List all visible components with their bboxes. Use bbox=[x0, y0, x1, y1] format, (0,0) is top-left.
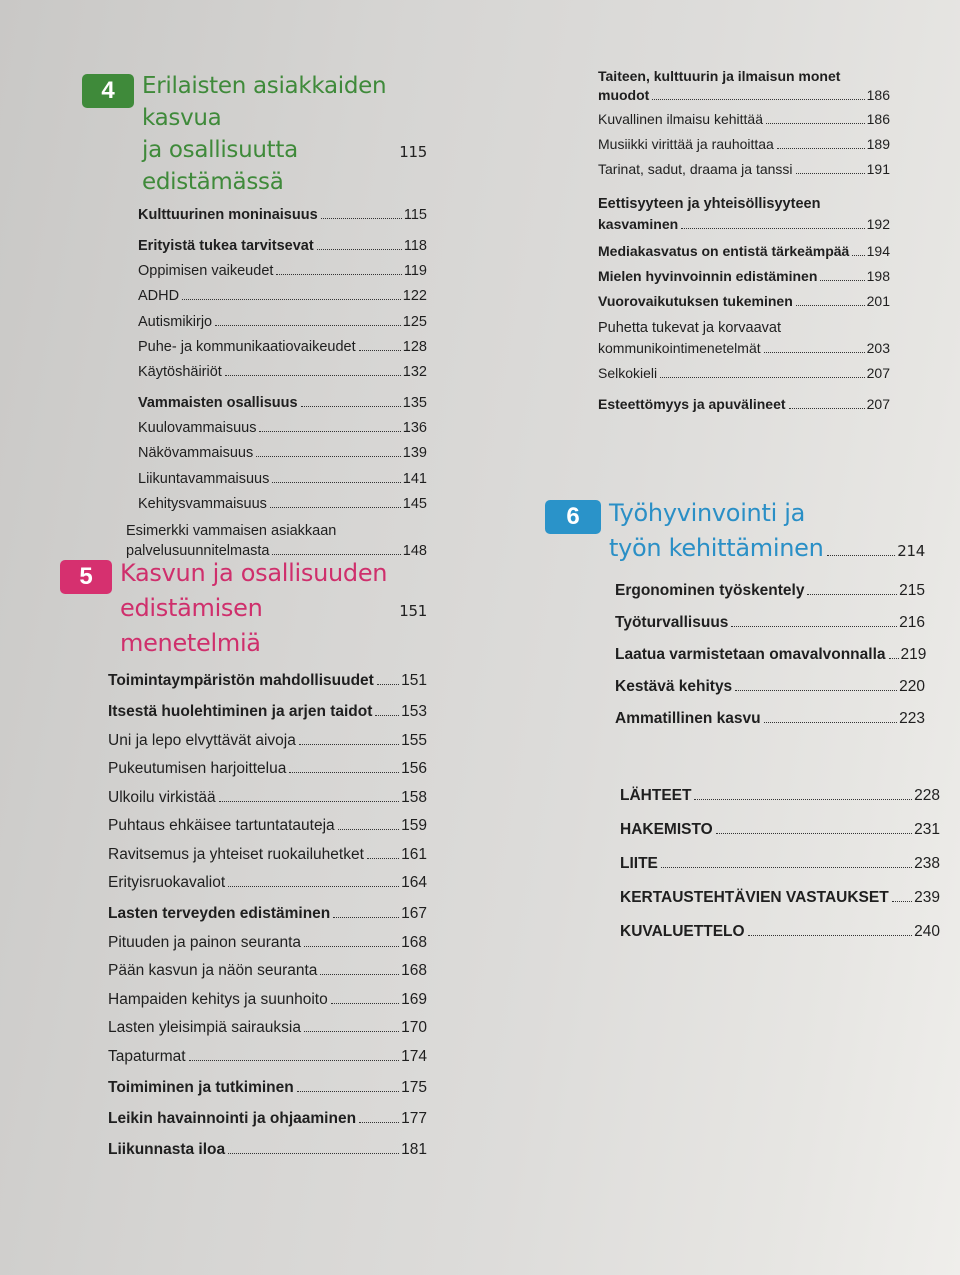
leader-dots bbox=[660, 377, 865, 378]
leader-dots bbox=[735, 690, 897, 691]
toc-list bbox=[60, 671, 427, 1159]
toc-entry-label: Lasten yleisimpiä sairauksia bbox=[108, 1019, 301, 1036]
toc-entry-label: Liikuntavammaisuus bbox=[138, 470, 270, 487]
leader-dots bbox=[228, 886, 399, 887]
toc-entry-label: HAKEMISTO bbox=[620, 821, 713, 838]
toc-entry[interactable] bbox=[138, 363, 427, 382]
leader-dots bbox=[359, 1122, 399, 1123]
page-number: 186 bbox=[866, 111, 890, 127]
leader-dots bbox=[661, 867, 912, 868]
toc-entry[interactable] bbox=[138, 338, 427, 357]
toc-entry-label: Eettisyyteen ja yhteisöllisyyteen bbox=[598, 196, 821, 212]
toc-entry[interactable] bbox=[598, 242, 890, 261]
chapter-number-badge: 6 bbox=[545, 500, 601, 534]
chapter-title[interactable] bbox=[142, 70, 427, 198]
page-number: 158 bbox=[401, 788, 427, 806]
chapter-title-line bbox=[142, 134, 427, 198]
toc-entry-label: Näkövammaisuus bbox=[138, 445, 254, 462]
toc-entry-label: Ulkoilu virkistää bbox=[108, 788, 216, 806]
page-number: 155 bbox=[401, 731, 427, 749]
page-number: 175 bbox=[401, 1078, 427, 1096]
toc-entry-label: Lasten terveyden edistäminen bbox=[108, 905, 331, 922]
leader-dots bbox=[276, 274, 401, 275]
leader-dots bbox=[338, 829, 399, 830]
toc-list bbox=[598, 364, 890, 414]
page-number: 216 bbox=[899, 614, 925, 631]
toc-entry-label: Esteettömyys ja apuvälineet bbox=[598, 396, 786, 412]
toc-entry[interactable] bbox=[615, 581, 925, 600]
page-number: 159 bbox=[401, 817, 427, 834]
page-number: 148 bbox=[402, 542, 427, 559]
toc-entry-label: Kuvallinen ilmaisu kehittää bbox=[598, 111, 763, 127]
leader-dots bbox=[219, 801, 399, 802]
page-number: 139 bbox=[402, 445, 427, 462]
toc-entry-label: Selkokieli bbox=[598, 365, 658, 381]
leader-dots bbox=[259, 431, 400, 432]
toc-entry-label: kasvaminen bbox=[598, 216, 679, 232]
page-number: 194 bbox=[866, 243, 890, 259]
page-number: 214 bbox=[897, 542, 925, 560]
page-number: 239 bbox=[914, 889, 940, 906]
toc-entry[interactable] bbox=[82, 520, 427, 561]
toc-entry[interactable] bbox=[615, 709, 925, 728]
page-number: 240 bbox=[914, 923, 940, 940]
page-number: 164 bbox=[401, 874, 427, 891]
chapter-title-text: ja osallisuutta edistämässä bbox=[142, 137, 298, 195]
leader-dots bbox=[304, 946, 399, 947]
toc-entry-label: Musiikki virittää ja rauhoittaa bbox=[598, 136, 774, 152]
page-number: 145 bbox=[402, 495, 427, 512]
toc-entry-label: Työturvallisuus bbox=[615, 614, 729, 631]
page-number: 115 bbox=[403, 207, 427, 223]
toc-entry-label: Laatua varmistetaan omavalvonnalla bbox=[615, 646, 886, 663]
toc-entry-label: Oppimisen vaikeudet bbox=[138, 263, 274, 280]
left-column bbox=[79, 70, 427, 1158]
leader-dots bbox=[367, 858, 399, 859]
chapter-5 bbox=[60, 556, 427, 1168]
page-number: 231 bbox=[914, 821, 940, 838]
toc-entry-label: Itsestä huolehtiminen ja arjen taidot bbox=[108, 703, 373, 720]
leader-dots bbox=[270, 507, 401, 508]
page-number: 125 bbox=[402, 313, 427, 330]
toc-list bbox=[545, 581, 925, 728]
leader-dots bbox=[807, 594, 897, 595]
toc-entry-label: Puhe- ja kommunikaatiovaikeudet bbox=[138, 338, 356, 355]
chapter-title-line: Kasvun ja osallisuuden bbox=[120, 559, 388, 587]
page-number: 151 bbox=[401, 672, 427, 689]
toc-entry[interactable] bbox=[615, 677, 925, 696]
toc-list bbox=[598, 242, 890, 311]
toc-entry[interactable] bbox=[108, 933, 427, 952]
leader-dots bbox=[215, 325, 401, 326]
toc-entry[interactable] bbox=[108, 1078, 427, 1097]
toc-entry-label: Ergonominen työskentely bbox=[615, 582, 805, 599]
page-number: 170 bbox=[401, 1019, 427, 1036]
toc-entry[interactable] bbox=[108, 1018, 427, 1037]
chapter-number-badge: 5 bbox=[60, 560, 112, 594]
page-number: 223 bbox=[899, 710, 925, 727]
toc-entry-label: Vuorovaikutuksen tukeminen bbox=[598, 293, 793, 309]
page-number: 191 bbox=[866, 161, 890, 177]
page-number: 207 bbox=[866, 365, 890, 381]
leader-dots bbox=[731, 626, 897, 627]
page-number: 122 bbox=[402, 288, 427, 305]
chapter-4-heading bbox=[82, 70, 427, 198]
page-number: 115 bbox=[399, 143, 427, 161]
page-number: 119 bbox=[403, 263, 427, 280]
toc-entry[interactable] bbox=[598, 292, 890, 311]
page-number: 189 bbox=[866, 136, 890, 152]
toc-entry[interactable] bbox=[138, 495, 427, 514]
leader-dots bbox=[764, 352, 865, 353]
leader-dots bbox=[716, 833, 912, 834]
back-matter bbox=[620, 786, 940, 956]
leader-dots bbox=[304, 1031, 399, 1032]
chapter-title-line bbox=[120, 591, 427, 661]
toc-entry[interactable] bbox=[108, 873, 427, 892]
toc-entry-label: Erityistä tukea tarvitsevat bbox=[138, 238, 314, 254]
page-number: 201 bbox=[866, 293, 890, 309]
page-number: 136 bbox=[402, 420, 427, 437]
toc-entry[interactable] bbox=[598, 267, 890, 286]
leader-dots bbox=[681, 228, 864, 229]
page-number: 181 bbox=[401, 1140, 427, 1158]
leader-dots bbox=[892, 901, 912, 902]
toc-entry-label: palvelusuunnitelmasta bbox=[126, 542, 270, 559]
page-number: 220 bbox=[899, 678, 925, 695]
page-number: 203 bbox=[866, 340, 890, 356]
leader-dots bbox=[852, 255, 864, 256]
toc-entry-label: Leikin havainnointi ja ohjaaminen bbox=[108, 1109, 357, 1127]
toc-entry[interactable] bbox=[620, 888, 940, 907]
toc-entry[interactable] bbox=[620, 786, 940, 805]
page-number: 141 bbox=[402, 470, 427, 487]
page-number: 228 bbox=[914, 787, 940, 804]
toc-entry[interactable] bbox=[138, 470, 427, 489]
chapter-number-badge: 4 bbox=[82, 74, 134, 108]
leader-dots bbox=[189, 1060, 400, 1061]
toc-entry-label: Pituuden ja painon seuranta bbox=[108, 933, 302, 951]
toc-entry-label: Ravitsemus ja yhteiset ruokailuhetket bbox=[108, 845, 364, 863]
toc-entry-label: muodot bbox=[598, 87, 650, 103]
page-number: 118 bbox=[403, 238, 427, 254]
chapter-title-line bbox=[609, 531, 925, 569]
toc-list bbox=[620, 786, 940, 941]
chapter-title-text: edistämisen menetelmiä bbox=[120, 594, 263, 657]
toc-entry[interactable] bbox=[108, 731, 427, 750]
toc-entry-label: Toimiminen ja tutkiminen bbox=[108, 1078, 294, 1096]
toc-entry-label: Kestävä kehitys bbox=[615, 678, 733, 695]
leader-dots bbox=[748, 935, 913, 936]
leader-dots bbox=[764, 722, 898, 723]
chapter-title[interactable] bbox=[609, 496, 925, 569]
toc-entry[interactable] bbox=[108, 845, 427, 864]
toc-entry[interactable] bbox=[138, 287, 427, 306]
toc-entry[interactable] bbox=[138, 313, 427, 332]
toc-entry[interactable] bbox=[108, 702, 427, 721]
toc-entry-label: Liikunnasta iloa bbox=[108, 1140, 226, 1158]
toc-entry[interactable] bbox=[108, 788, 427, 807]
leader-dots bbox=[272, 554, 400, 555]
page-number: 135 bbox=[402, 394, 427, 411]
toc-entry[interactable] bbox=[108, 1140, 427, 1159]
leader-dots bbox=[333, 917, 399, 918]
toc-entry-label: Mielen hyvinvoinnin edistäminen bbox=[598, 268, 818, 284]
page-number: 198 bbox=[866, 268, 890, 284]
page-number: 174 bbox=[401, 1047, 427, 1065]
toc-entry[interactable] bbox=[108, 671, 427, 690]
page-number: 128 bbox=[402, 338, 427, 355]
page-number: 238 bbox=[914, 855, 940, 872]
toc-entry-label: ADHD bbox=[138, 288, 180, 305]
chapter-title-line: Työhyvinvointi ja bbox=[609, 499, 806, 527]
toc-entry-label: Esimerkki vammaisen asiakkaan bbox=[126, 522, 337, 539]
toc-entry[interactable] bbox=[108, 904, 427, 923]
leader-dots bbox=[297, 1091, 399, 1092]
toc-entry[interactable] bbox=[138, 262, 427, 281]
toc-entry-label: KUVALUETTELO bbox=[620, 923, 745, 940]
toc-entry[interactable] bbox=[108, 759, 427, 778]
toc-entry-label: Pään kasvun ja näön seuranta bbox=[108, 962, 318, 979]
toc-entry[interactable] bbox=[598, 66, 890, 105]
page-number: 169 bbox=[401, 990, 427, 1008]
chapter-6 bbox=[545, 496, 925, 741]
toc-entry-label: Tapaturmat bbox=[108, 1047, 186, 1065]
toc-entry[interactable] bbox=[598, 364, 890, 383]
toc-entry[interactable] bbox=[598, 110, 890, 129]
leader-dots bbox=[796, 305, 865, 306]
page-number: 167 bbox=[401, 905, 427, 922]
chapter-5-heading bbox=[60, 556, 427, 661]
toc-entry[interactable] bbox=[620, 820, 940, 839]
leader-dots bbox=[289, 772, 399, 773]
page-number: 161 bbox=[401, 845, 427, 863]
leader-dots bbox=[321, 218, 402, 219]
page-number: 132 bbox=[402, 363, 427, 380]
toc-entry[interactable] bbox=[598, 135, 890, 154]
toc-entry-label: Hampaiden kehitys ja suunhoito bbox=[108, 990, 328, 1008]
page-number: 207 bbox=[866, 396, 890, 412]
leader-dots bbox=[272, 482, 400, 483]
leader-dots bbox=[299, 744, 399, 745]
leader-dots bbox=[777, 148, 865, 149]
leader-dots bbox=[359, 350, 401, 351]
toc-entry-label: Erityisruokavaliot bbox=[108, 874, 226, 891]
toc-list bbox=[598, 110, 890, 179]
toc-entry-label: Pukeutumisen harjoittelua bbox=[108, 760, 287, 777]
toc-entry[interactable] bbox=[598, 193, 890, 234]
page-number: 168 bbox=[401, 933, 427, 951]
leader-dots bbox=[228, 1153, 399, 1154]
leader-dots bbox=[796, 173, 865, 174]
leader-dots bbox=[182, 299, 401, 300]
toc-entry[interactable] bbox=[138, 444, 427, 463]
toc-entry-label: Uni ja lepo elvyttävät aivoja bbox=[108, 731, 296, 749]
toc-entry-label: Kulttuurinen moninaisuus bbox=[138, 207, 318, 223]
leader-dots bbox=[375, 715, 399, 716]
leader-dots bbox=[766, 123, 865, 124]
toc-entry[interactable] bbox=[615, 645, 925, 664]
leader-dots bbox=[331, 1003, 399, 1004]
toc-entry-label: Vammaisten osallisuus bbox=[138, 394, 298, 411]
toc-entry-label: Taiteen, kulttuurin ja ilmaisun monet bbox=[598, 68, 841, 84]
page-number: 192 bbox=[866, 216, 890, 232]
toc-entry[interactable] bbox=[138, 237, 427, 256]
leader-dots bbox=[301, 406, 401, 407]
page-number: 156 bbox=[401, 760, 427, 777]
toc-entry[interactable] bbox=[598, 317, 890, 358]
toc-entry[interactable] bbox=[620, 854, 940, 873]
toc-entry[interactable] bbox=[138, 419, 427, 438]
chapter-title-line: Erilaisten asiakkaiden kasvua bbox=[142, 73, 387, 131]
toc-entry-label: Kuulovammaisuus bbox=[138, 420, 257, 437]
toc-entry[interactable] bbox=[108, 961, 427, 980]
page-number: 151 bbox=[399, 602, 427, 620]
right-column-top bbox=[598, 66, 890, 420]
toc-entry[interactable] bbox=[108, 1109, 427, 1128]
toc-entry-label: Ammatillinen kasvu bbox=[615, 710, 761, 727]
chapter-6-heading bbox=[545, 496, 925, 569]
toc-entry-label: Kehitysvammaisuus bbox=[138, 495, 267, 512]
toc-entry-label: Toimintaympäristön mahdollisuudet bbox=[108, 672, 374, 689]
leader-dots bbox=[317, 249, 402, 250]
toc-entry[interactable] bbox=[108, 816, 427, 835]
page-number: 177 bbox=[401, 1109, 427, 1127]
toc-entry[interactable] bbox=[615, 613, 925, 632]
toc-entry[interactable] bbox=[598, 395, 890, 414]
leader-dots bbox=[225, 375, 401, 376]
toc-entry-label: Tarinat, sadut, draama ja tanssi bbox=[598, 161, 793, 177]
chapter-title[interactable] bbox=[120, 556, 427, 661]
toc-entry-label: LÄHTEET bbox=[620, 787, 692, 804]
toc-entry-label: Käytöshäiriöt bbox=[138, 363, 222, 380]
toc-entry[interactable] bbox=[138, 206, 427, 225]
leader-dots bbox=[377, 684, 399, 685]
toc-entry[interactable] bbox=[598, 160, 890, 179]
toc-entry-label: KERTAUSTEHTÄVIEN VASTAUKSET bbox=[620, 889, 889, 906]
toc-entry[interactable] bbox=[108, 1047, 427, 1066]
chapter-4 bbox=[82, 70, 427, 561]
leader-dots bbox=[889, 658, 899, 659]
toc-entry-label: Puhetta tukevat ja korvaavat bbox=[598, 320, 781, 336]
toc-entry-label: Mediakasvatus on entistä tärkeämpää bbox=[598, 243, 850, 259]
page-number: 215 bbox=[899, 582, 925, 599]
toc-entry-label: kommunikointimenetelmät bbox=[598, 340, 761, 356]
leader-dots bbox=[652, 99, 864, 100]
leader-dots bbox=[256, 456, 401, 457]
page-number: 153 bbox=[401, 703, 427, 720]
page-number: 168 bbox=[401, 962, 427, 979]
toc-entry-label: Autismikirjo bbox=[138, 313, 213, 330]
toc-list bbox=[82, 206, 427, 514]
leader-dots bbox=[789, 408, 865, 409]
toc-entry[interactable] bbox=[138, 394, 427, 413]
chapter-title-text: työn kehittäminen bbox=[609, 534, 824, 562]
toc-entry[interactable] bbox=[108, 990, 427, 1009]
page-number: 186 bbox=[866, 87, 890, 103]
page-number: 219 bbox=[900, 646, 927, 663]
toc-entry-label: LIITE bbox=[620, 855, 658, 872]
leader-dots bbox=[820, 280, 864, 281]
toc-entry-label: Puhtaus ehkäisee tartuntatauteja bbox=[108, 817, 335, 834]
leader-dots bbox=[827, 555, 896, 556]
leader-dots bbox=[320, 974, 399, 975]
leader-dots bbox=[694, 799, 912, 800]
toc-entry[interactable] bbox=[620, 922, 940, 941]
